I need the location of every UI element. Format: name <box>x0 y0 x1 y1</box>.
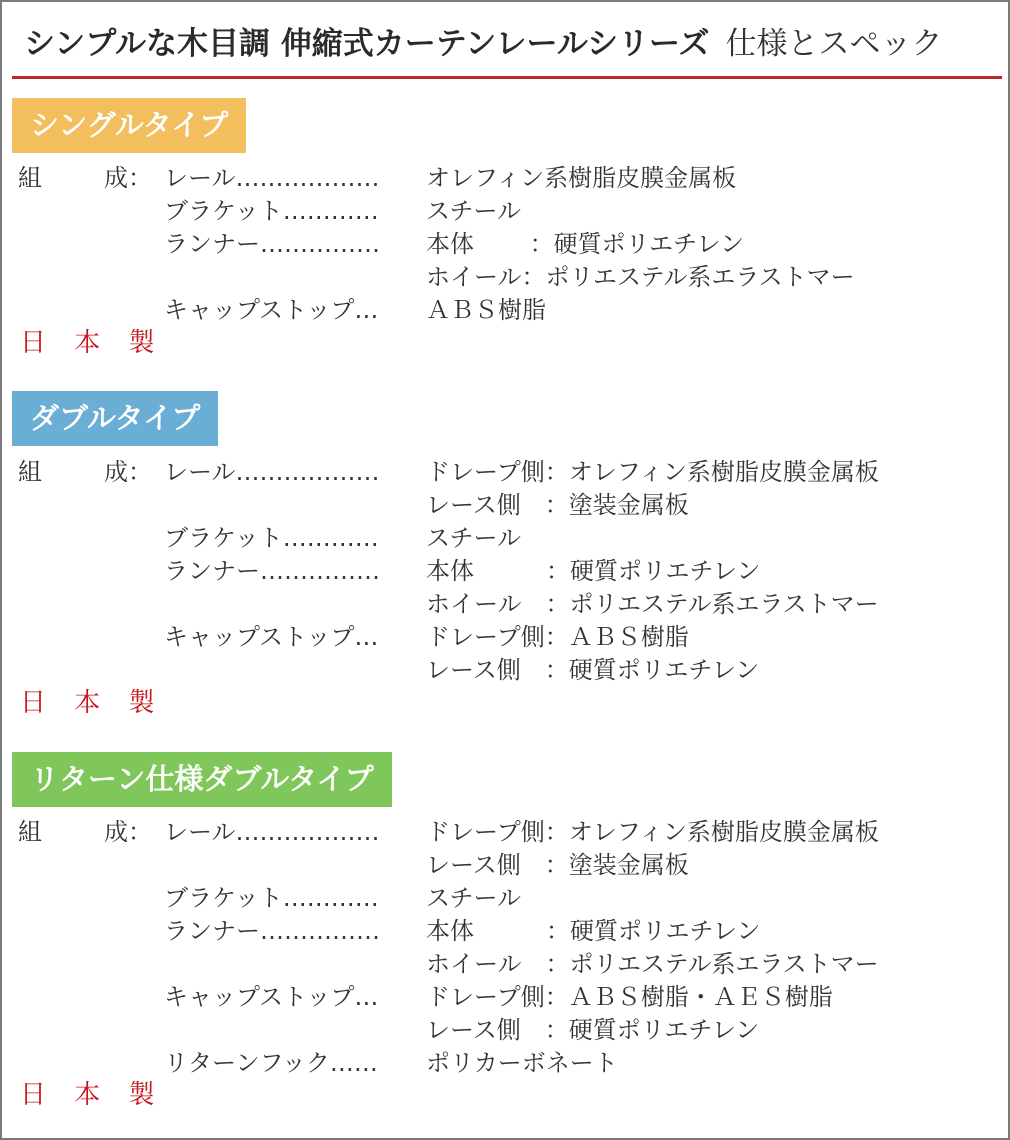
page-subtitle: 仕様とスペック <box>725 26 943 62</box>
composition-label: 組 成： <box>18 458 152 486</box>
section-label-single: シングルタイプ <box>12 98 246 153</box>
part-bracket: ブラケット………… <box>164 524 379 552</box>
composition-label: 組 成： <box>18 164 152 192</box>
material-runner-wheel: ホイール ：ポリエステル系エラストマー <box>426 590 879 618</box>
part-bracket: ブラケット………… <box>164 884 379 912</box>
material-rail-drape: ドレープ側：オレフィン系樹脂皮膜金属板 <box>426 818 879 846</box>
material-rail-lace: レース側 ：塗装金属板 <box>426 851 689 879</box>
part-runner: ランナー…………… <box>164 917 380 945</box>
part-runner: ランナー…………… <box>164 557 380 585</box>
part-rail: レール……………… <box>164 818 380 846</box>
header <box>24 22 943 66</box>
part-cap-stop: キャップストップ… <box>164 296 379 324</box>
material-cap-stop-lace: レース側 ：硬質ポリエチレン <box>426 1016 760 1044</box>
material-runner-body: 本体 ：硬質ポリエチレン <box>426 230 745 258</box>
part-return-hook: リターンフック…… <box>164 1049 378 1077</box>
made-in-japan: 日 本 製 <box>20 328 165 358</box>
material-runner-body: 本体 ：硬質ポリエチレン <box>426 917 761 945</box>
material-rail-drape: ドレープ側：オレフィン系樹脂皮膜金属板 <box>426 458 879 486</box>
part-runner: ランナー…………… <box>164 230 380 258</box>
material-return-hook: ポリカーボネート <box>426 1049 618 1077</box>
material-cap-stop: ＡＢＳ樹脂 <box>426 296 546 324</box>
made-in-japan: 日 本 製 <box>20 1080 165 1110</box>
part-rail: レール……………… <box>164 164 380 192</box>
material-rail-lace: レース側 ：塗装金属板 <box>426 491 689 519</box>
material-bracket: スチール <box>426 524 522 552</box>
material-runner-wheel: ホイール ：ポリエステル系エラストマー <box>426 950 879 978</box>
material-runner-body: 本体 ：硬質ポリエチレン <box>426 557 761 585</box>
page-title: シンプルな木目調 伸縮式カーテンレールシリーズ <box>24 26 710 62</box>
section-label-double: ダブルタイプ <box>12 391 218 446</box>
part-rail: レール……………… <box>164 458 380 486</box>
material-cap-stop-drape: ドレープ側：ＡＢＳ樹脂 <box>426 623 689 651</box>
material-bracket: スチール <box>426 884 522 912</box>
material-cap-stop-drape: ドレープ側：ＡＢＳ樹脂・ＡＥＳ樹脂 <box>426 983 833 1011</box>
part-cap-stop: キャップストップ… <box>164 623 379 651</box>
material-bracket: スチール <box>426 197 522 225</box>
material-cap-stop-lace: レース側 ：硬質ポリエチレン <box>426 656 760 684</box>
title-divider <box>12 76 1002 79</box>
material-runner-wheel: ホイール：ポリエステル系エラストマー <box>426 263 855 291</box>
material-rail: オレフィン系樹脂皮膜金属板 <box>426 164 737 192</box>
part-bracket: ブラケット………… <box>164 197 379 225</box>
made-in-japan: 日 本 製 <box>20 688 165 718</box>
composition-label: 組 成： <box>18 818 152 846</box>
part-cap-stop: キャップストップ… <box>164 983 379 1011</box>
section-label-return-double: リターン仕様ダブルタイプ <box>12 752 392 807</box>
